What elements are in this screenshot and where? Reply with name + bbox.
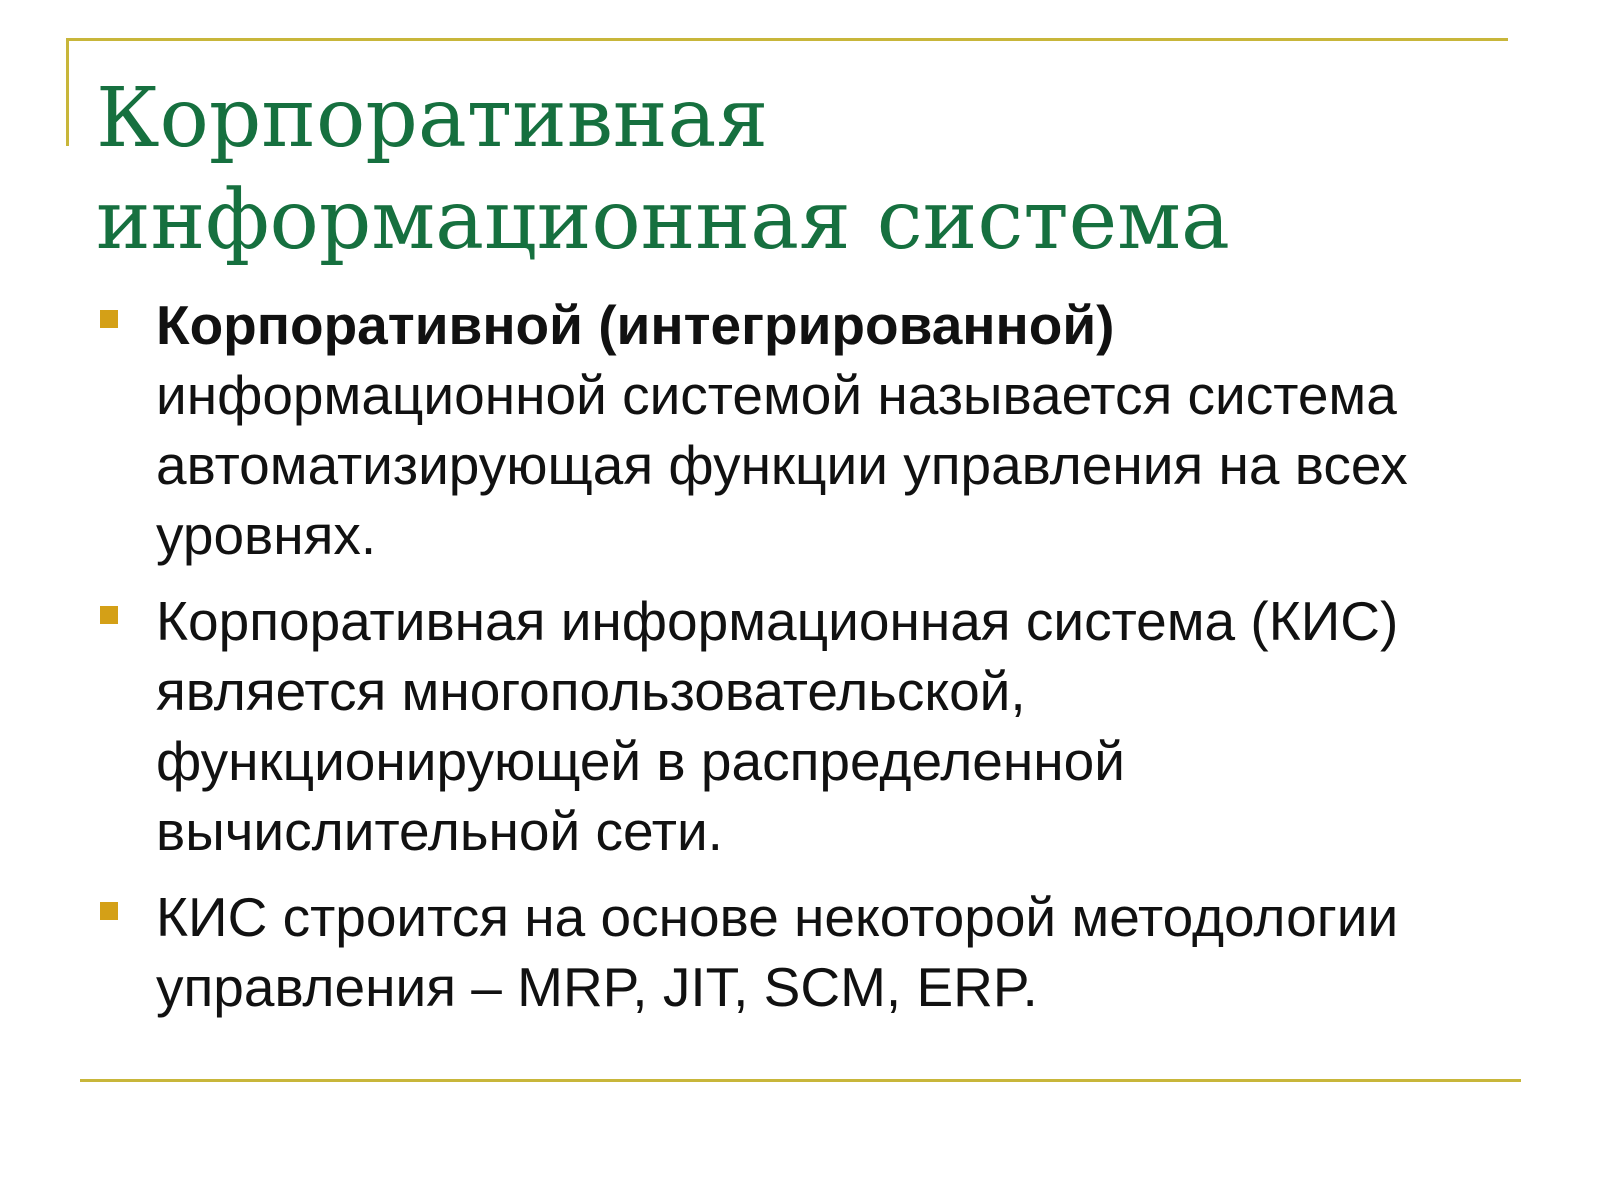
square-bullet-icon [100, 310, 118, 328]
bullet-item-3 [96, 882, 1516, 1022]
left-rule [66, 38, 69, 146]
square-bullet-icon [100, 606, 118, 624]
bullet-3-text: КИС строится на основе некоторой методологии управления – MRP, JIT, SCM, ERP. [156, 886, 1399, 1018]
slide-title-line-2: информационная система [96, 173, 1230, 268]
slide-title [96, 68, 1516, 272]
top-rule [66, 38, 1508, 41]
bullet-2-text: Корпоративная информационная система (КИС) является многопользовательской, функционирующей в распределенной вычислительной сети. [156, 590, 1399, 862]
bullet-item-2 [96, 586, 1516, 866]
bullet-item-1 [96, 290, 1516, 570]
square-bullet-icon [100, 902, 118, 920]
bullet-1-text: информационной системой называется система автоматизирующая функции управления на всех уровнях. [156, 364, 1408, 566]
bullet-1-bold-text: Корпоративной (интегрированной) [156, 294, 1115, 356]
bottom-rule [80, 1079, 1521, 1082]
slide-title-line-1: Корпоративная [96, 71, 769, 166]
bullet-list [96, 290, 1516, 1038]
